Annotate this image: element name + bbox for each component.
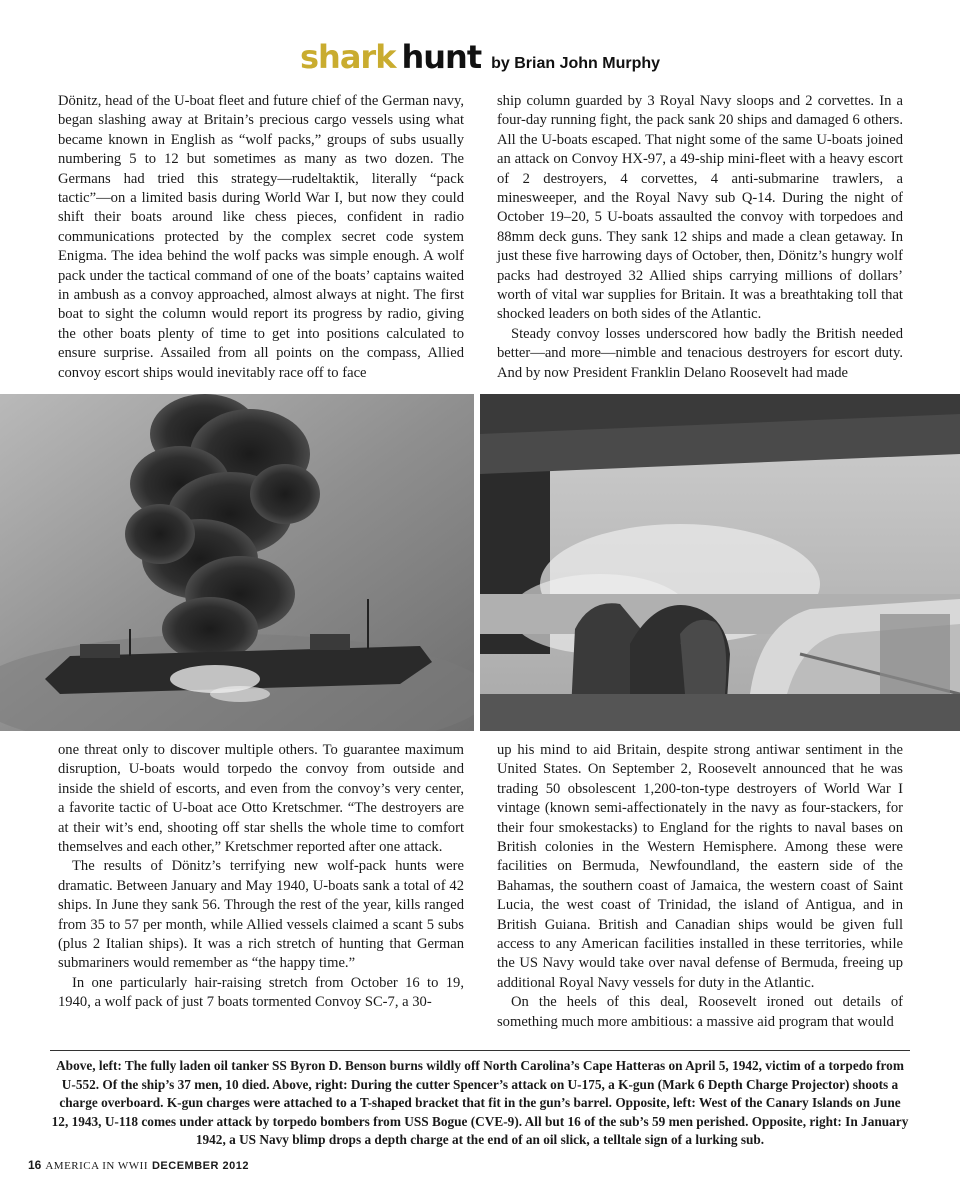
magazine-name: AMERICA IN WWII <box>45 1160 148 1172</box>
paragraph: The results of Dönitz’s terrifying new wolf-pack hunts were dramatic. Between January and May 1940, U-boats sank a total of 42 ships. In June they sank 56. Through the rest of the year, kills ranged from 35 to 57 per month, while Allied vessels claimed a scant 5 subs (plus 2 Italian ships). It was a rich stretch of hunting that German submariners would remember as “the happy time.” <box>58 858 464 972</box>
page-number: 16 <box>28 1158 42 1172</box>
column-right-bottom <box>497 741 903 1032</box>
page-footer <box>28 1158 249 1172</box>
paragraph: ship column guarded by 3 Royal Navy sloops and 2 corvettes. In a four-day running fight, the pack sank 20 ships and damaged 6 others. All the U-boats escaped. That night some of the same U-boats joined an attack on Convoy HX-97, a 49-ship mini-fleet with a heavy escort of 2 destroyers, 4 corvettes, 4 anti-submarine trawlers, a minesweeper, and the Royal Navy sub Q-14. During the night of October 19–20, 5 U-boats assaulted the convoy with torpedoes and 88mm deck guns. They sank 12 ships and made a clean getaway. In just these five harrowing days of October, then, Dönitz’s hungry wolf packs had destroyed 32 Allied ships carrying millions of dollars’ worth of vital war supplies for Britain. It was a breathtaking toll that shocked leaders on both sides of the Atlantic. <box>497 93 903 323</box>
paragraph: Dönitz, head of the U-boat fleet and future chief of the German navy, began slashing away at Britain’s precious cargo vessels using what became known in English as “wolf packs,” groups of subs usually numbering 5 to 12 but sometimes as many as two dozen. The Germans had tried this strategy—rudeltaktik, literally “pack tactic”—on a limited basis during World War I, but now they could shift their boats around like chess pieces, confident in radio communications protected by the complex secret code system Enigma. The idea behind the wolf packs was simple enough. A wolf pack under the tactical command of one of the boats’ captains waited in ambush as a convoy approached, almost always at night. The first boat to sight the column would report its progress by radio, giving the other boats plenty of time to get into positions calculated to ensure surprise. Assailed from all points on the compass, Allied convoy escort ships would inevitably race off to face <box>58 93 464 381</box>
paragraph: Steady convoy losses underscored how badly the British needed better—and more—nimble and tenacious destroyers for escort duty. And by now President Franklin Delano Roosevelt had made <box>497 325 903 381</box>
paragraph: In one particularly hair-raising stretch from October 16 to 19, 1940, a wolf pack of just 7 boats tormented Convoy SC-7, a 30- <box>58 974 464 1011</box>
column-left-bottom <box>58 741 464 1013</box>
column-right-top <box>497 92 903 383</box>
title-word-hunt: hunt <box>401 38 482 76</box>
photo-k-gun-deck <box>480 394 960 731</box>
paragraph: On the heels of this deal, Roosevelt ironed out details of something much more ambitious: a massive aid program that would <box>497 994 903 1030</box>
byline: by Brian John Murphy <box>491 55 661 72</box>
photo-burning-tanker <box>0 394 474 731</box>
paragraph: up his mind to aid Britain, despite strong antiwar sentiment in the United States. On September 2, Roosevelt announced that he was trading 50 obsolescent 1,200-ton-type destroyers of World War I vintage (known semi-affectionately in the navy as four-stackers, for their four smokestacks) to England for the rights to naval bases on British colonies in the Western Hemisphere. Among these were facilities on Bermuda, Newfoundland, the eastern side of the Bahamas, the southern coast of Jamaica, the western coast of Saint Lucia, the west coast of Trinidad, the island of Antigua, and in British Guiana. British and Canadian ships would be given full access to any American facilities installed in these territories, while the US Navy would take over naval defense of Bermuda, freeing up additional Royal Navy vessels for duty in the Atlantic. <box>497 742 903 991</box>
title-word-shark: shark <box>299 38 396 76</box>
photo-caption: Above, left: The fully laden oil tanker SS Byron D. Benson burns wildly off North Carolina’s Cape Hatteras on April 5, 1942, victim of a torpedo from U-552. Of the ship’s 37 men, 10 died. Above, right: During the cutter Spencer’s attack on U-175, a K-gun (Mark 6 Depth Charge Projector) shoots a charge overboard. K-gun charges were attached to a T-shaped bracket that fit in the gun’s barrel. Opposite, left: West of the Canary Islands on June 12, 1943, U-118 comes under attack by torpedo bombers from USS Bogue (CVE-9). All but 16 of the sub’s 59 men perished. Opposite, right: In January 1942, a US Navy blimp drops a depth charge at the end of an oil slick, a telltale sign of a lurking sub. <box>50 1050 910 1150</box>
paragraph: one threat only to discover multiple others. To guarantee maximum disruption, U-boats would torpedo the convoy from outside and inside the shield of escorts, and even from the convoy’s very center, a favorite tactic of U-boat ace Otto Kretschmer. “The destroyers are at their wit’s end, shooting off star shells the whole time to comfort themselves and each other,” Kretschmer reported after one attack. <box>58 742 464 856</box>
issue-date: DECEMBER 2012 <box>151 1160 249 1172</box>
column-left-top <box>58 92 464 383</box>
article-title <box>0 38 960 76</box>
